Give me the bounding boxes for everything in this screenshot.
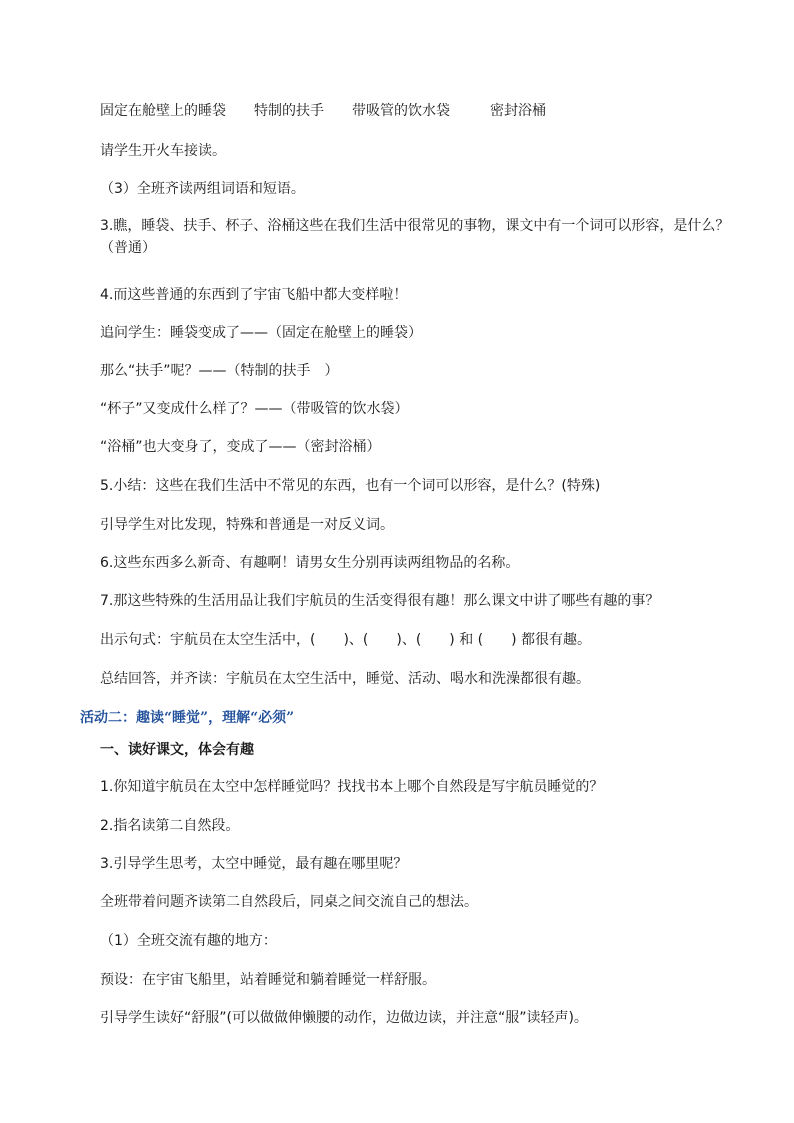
- vocab-item: 固定在舱壁上的睡袋: [100, 103, 226, 119]
- paragraph: 6.这些东西多么新奇、有趣啊！请男女生分别再读两组物品的名称。: [100, 555, 520, 571]
- paragraph: 3.瞧，睡袋、扶手、杯子、浴桶这些在我们生活中很常见的事物，课文中有一个词可以形容，是什么？（普通）: [100, 218, 730, 256]
- paragraph: （3）全班齐读两组词语和短语。: [100, 181, 305, 197]
- paragraph: 引导学生读好“舒服”(可以做做伸懒腰的动作，边做边读，并注意“服”读轻声)。: [100, 1010, 588, 1026]
- section-heading: 活动二：趣读“睡觉”，理解“必须”: [80, 710, 295, 726]
- paragraph: 引导学生对比发现，特殊和普通是一对反义词。: [100, 517, 394, 533]
- paragraph: （1）全班交流有趣的地方：: [100, 933, 277, 949]
- paragraph: 7.那这些特殊的生活用品让我们宇航员的生活变得很有趣！那么课文中讲了哪些有趣的事？: [100, 593, 660, 609]
- subsection-heading: 一、读好课文，体会有趣: [100, 742, 254, 758]
- paragraph: 5.小结：这些在我们生活中不常见的东西，也有一个词可以形容，是什么？(特殊): [100, 478, 601, 494]
- paragraph: 出示句式：宇航员在太空生活中，( )、( )、( ) 和 ( ) 都很有趣。: [100, 632, 592, 648]
- paragraph: 1.你知道宇航员在太空中怎样睡觉吗？找找书本上哪个自然段是写宇航员睡觉的？: [100, 779, 604, 795]
- paragraph: “杯子”又变成什么样了？——（带吸管的饮水袋）: [100, 401, 409, 417]
- paragraph: “浴桶”也大变身了，变成了——（密封浴桶）: [100, 439, 381, 455]
- paragraph: 3.引导学生思考，太空中睡觉，最有趣在哪里呢？: [100, 856, 408, 872]
- paragraph: 总结回答，并齐读：宇航员在太空生活中，睡觉、活动、喝水和洗澡都很有趣。: [100, 671, 590, 687]
- paragraph: 4.而这些普通的东西到了宇宙飞船中都大变样啦！: [100, 287, 408, 303]
- paragraph: 2.指名读第二自然段。: [100, 818, 240, 834]
- paragraph: 预设：在宇宙飞船里，站着睡觉和躺着睡觉一样舒服。: [100, 972, 436, 988]
- paragraph: 那么“扶手”呢？——（特制的扶手 ）: [100, 363, 339, 379]
- paragraph: 请学生开火车接读。: [100, 143, 226, 159]
- vocab-item: 密封浴桶: [490, 103, 546, 119]
- paragraph: 追问学生：睡袋变成了——（固定在舱壁上的睡袋）: [100, 325, 422, 341]
- vocab-item: 带吸管的饮水袋: [352, 103, 450, 119]
- vocab-item: 特制的扶手: [254, 103, 324, 119]
- paragraph: 全班带着问题齐读第二自然段后，同桌之间交流自己的想法。: [100, 894, 478, 910]
- vocab-row: [100, 102, 546, 120]
